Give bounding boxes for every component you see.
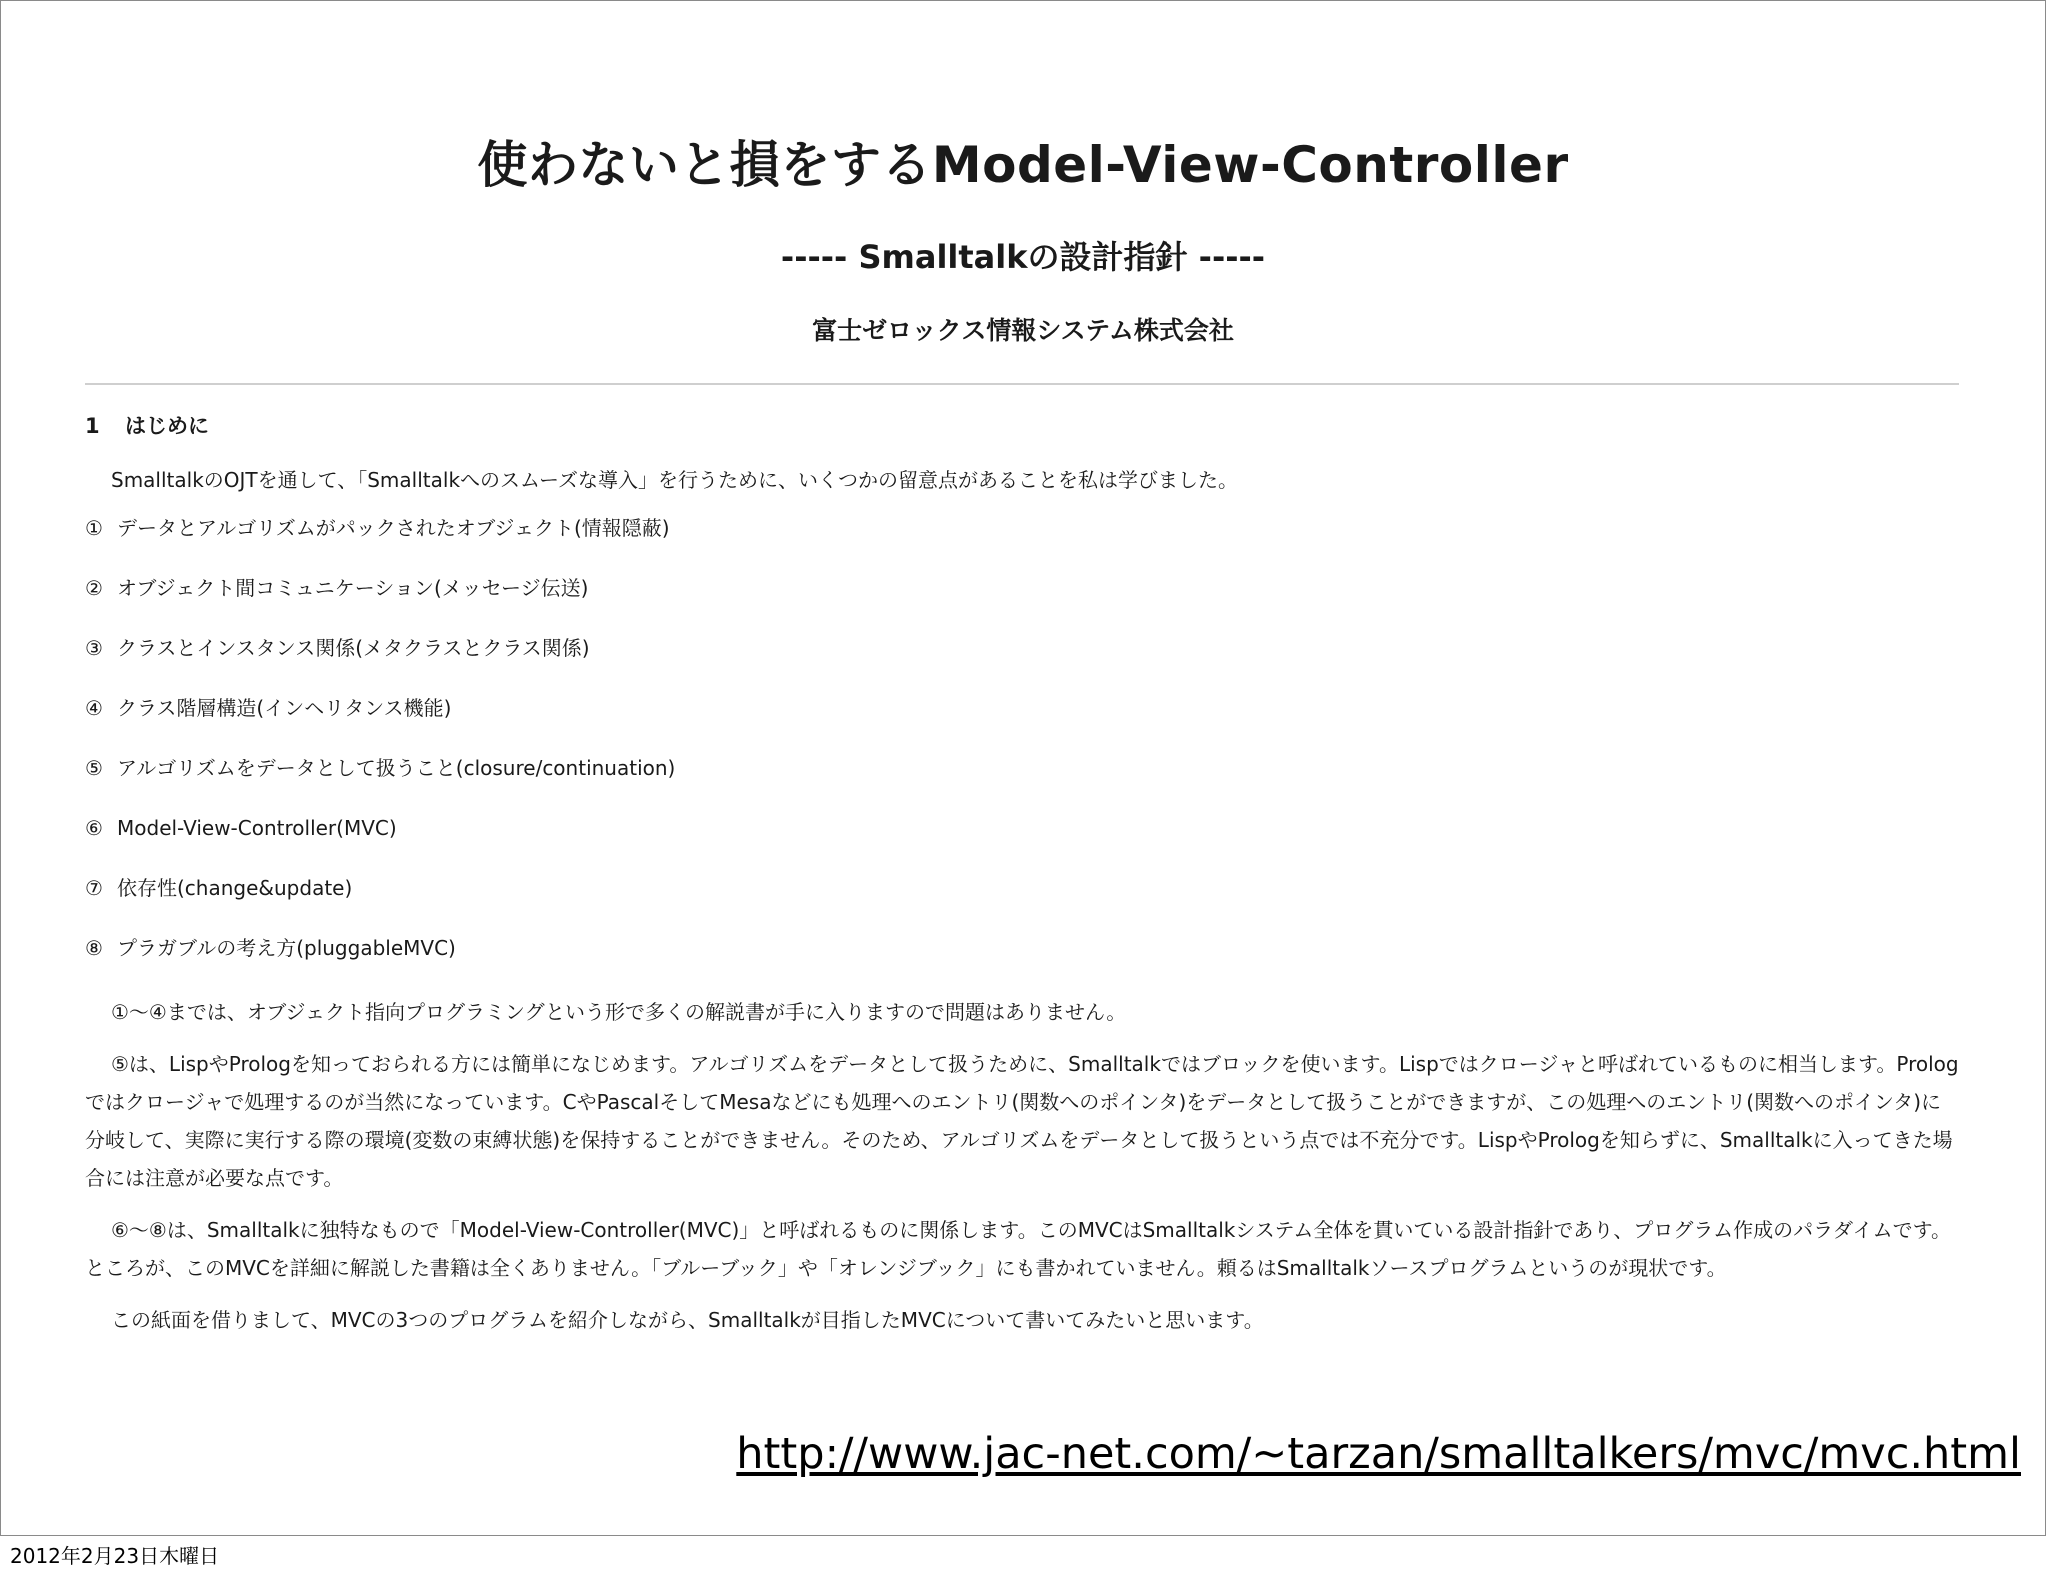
body-paragraph: この紙面を借りまして、MVCの3つのプログラムを紹介しながら、Smalltalkが目指したMVCについて書いてみたいと思います。 <box>111 1308 1264 1332</box>
section-number: 1 <box>85 414 100 438</box>
list-marker: ② <box>85 576 103 600</box>
list-item <box>85 513 1961 543</box>
section-title: はじめに <box>125 414 209 438</box>
list-item-text: プラガブルの考え方(pluggableMVC) <box>117 936 456 960</box>
source-link[interactable]: http://www.jac-net.com/~tarzan/smalltalkers/mvc/mvc.html <box>736 1429 2021 1479</box>
list-item-text: クラス階層構造(インヘリタンス機能) <box>117 696 452 720</box>
list-marker: ⑧ <box>85 936 103 960</box>
list-item-text: Model-View-Controller(MVC) <box>117 816 397 840</box>
list-item <box>85 933 1961 963</box>
body-paragraph: ①〜④までは、オブジェクト指向プログラミングという形で多くの解説書が手に入りますので問題はありません。 <box>111 1000 1127 1024</box>
list-item-text: アルゴリズムをデータとして扱うこと(closure/continuation) <box>117 756 676 780</box>
list-marker: ③ <box>85 636 103 660</box>
list-item <box>85 633 1961 663</box>
list-marker: ⑥ <box>85 816 103 840</box>
list-item-text: データとアルゴリズムがパックされたオブジェクト(情報隠蔽) <box>117 516 670 540</box>
slide-date: 2012年2月23日木曜日 <box>10 1544 220 1568</box>
section-heading <box>85 411 1961 441</box>
body-paragraph: ⑥〜⑧は、Smalltalkに独特なもので「Model-View-Controller(MVC)」と呼ばれるものに関係します。このMVCはSmalltalkシステム全体を貫いている設計指針であり、プログラム作成のパラダイムです。ところが、このMVCを詳細に解説した書籍は全くありません。「ブルーブック」や「オレンジブック」にも書かれていません。頼るはSmalltalkソースプログラムというのが現状です。 <box>85 1218 1951 1280</box>
list-marker: ⑦ <box>85 876 103 900</box>
topic-list <box>85 513 1961 963</box>
list-item <box>85 693 1961 723</box>
list-item <box>85 753 1961 783</box>
intro-paragraph: SmalltalkのOJTを通して、「Smalltalkへのスムーズな導入」を行うために、いくつかの留意点があることを私は学びました。 <box>111 468 1239 492</box>
list-item-text: オブジェクト間コミュニケーション(メッセージ伝送) <box>117 576 589 600</box>
list-item <box>85 873 1961 903</box>
list-marker: ④ <box>85 696 103 720</box>
list-marker: ⑤ <box>85 756 103 780</box>
divider <box>85 383 1959 385</box>
organization-name: 富士ゼロックス情報システム株式会社 <box>812 316 1234 345</box>
list-item-text: 依存性(change&update) <box>117 876 353 900</box>
list-item <box>85 573 1961 603</box>
document-subtitle: ----- Smalltalkの設計指針 ----- <box>780 238 1266 276</box>
list-item-text: クラスとインスタンス関係(メタクラスとクラス関係) <box>117 636 590 660</box>
list-marker: ① <box>85 516 103 540</box>
document-title: 使わないと損をするModel-View-Controller <box>477 136 1569 194</box>
body-paragraph: ⑤は、LispやPrologを知っておられる方には簡単になじめます。アルゴリズムをデータとして扱うために、Smalltalkではブロックを使います。Lispではクロージャと呼ばれているものに相当します。Prologではクロージャで処理するのが当然になっています。CやPascalそしてMesaなどにも処理へのエントリ(関数へのポインタ)をデータとして扱うことができますが、この処理へのエントリ(関数へのポインタ)に分岐して、実際に実行する際の環境(変数の束縛状態)を保持することができません。そのため、アルゴリズムをデータとして扱うという点では不充分です。LispやPrologを知らずに、Smalltalkに入ってきた場合には注意が必要な点です。 <box>85 1052 1959 1190</box>
document-screenshot <box>85 111 1961 1339</box>
list-item <box>85 813 1961 843</box>
